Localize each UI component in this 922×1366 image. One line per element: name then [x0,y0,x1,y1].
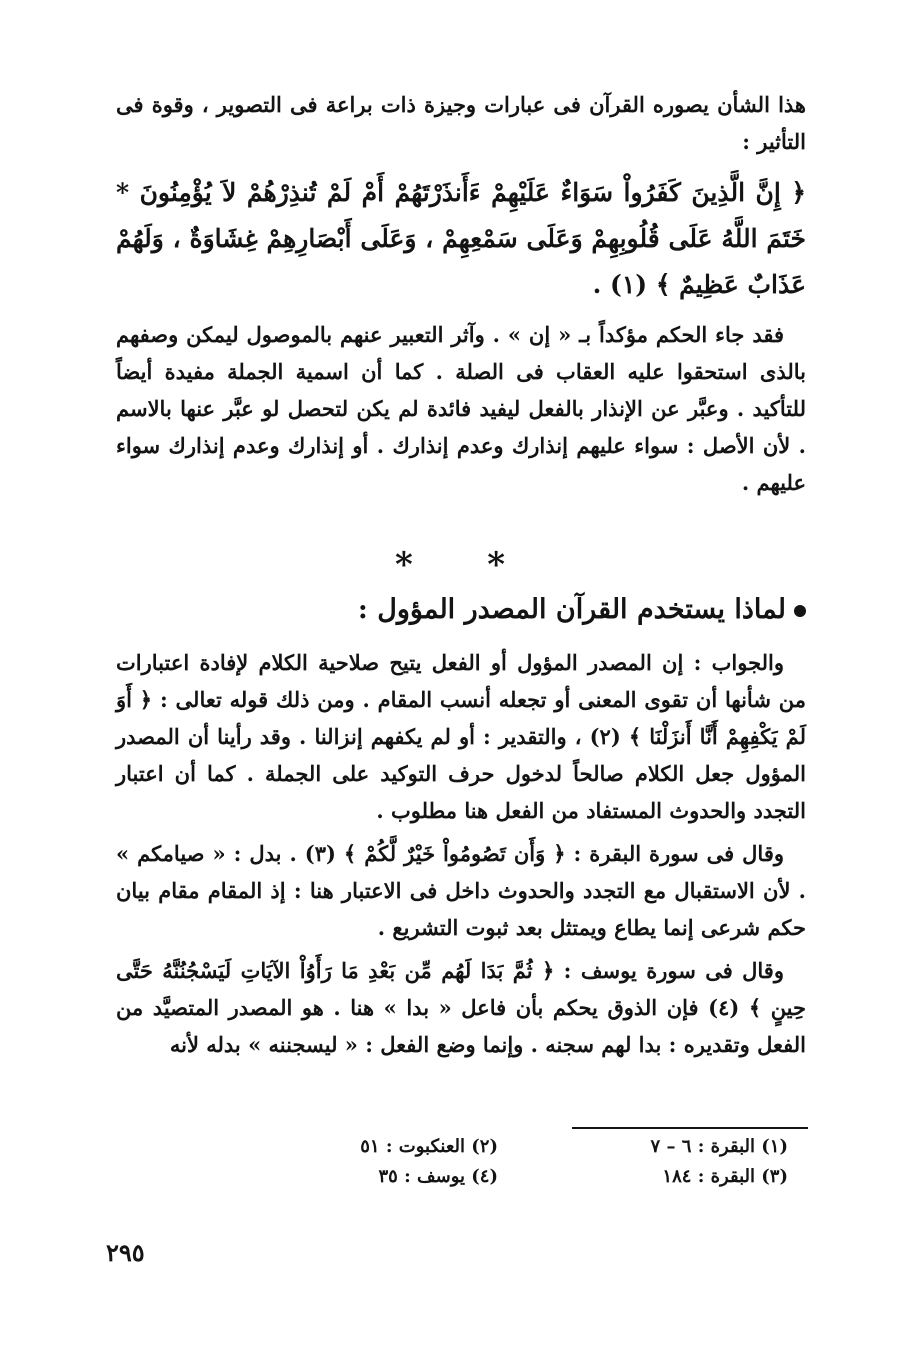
asterisk-icon: * [395,545,413,585]
baqarah-example-paragraph: وقال فى سورة البقرة : ﴿ وَأَن تَصُومُواْ خَيْرٌ لَّكُمْ ﴾ (٣) . بدل : « صيامكم » . لأن الاستقبال مع التجدد والحدوث داخل فى الاعتبار هنا : إذ المقام مقام بيان حكم شرعى إنما يطاع ويمتثل بعد ثبوت التشريع . [116,841,806,940]
section-heading-text: لماذا يستخدم القرآن المصدر المؤول : [357,594,786,625]
section-heading [358,590,806,630]
quran-verse-baqarah-6-7: ﴿ إِنَّ الَّذِينَ كَفَرُواْ سَوَاءٌ عَلَيْهِمْ ءَأَنذَرْتَهُمْ أَمْ لَمْ تُنذِرْهُمْ لاَ يُؤْمِنُونَ * خَتَمَ اللَّهُ عَلَى قُلُوبِهِمْ وَعَلَى سَمْعِهِمْ ، وَعَلَى أَبْصَارِهِمْ غِشَاوَةٌ ، وَلَهُمْ عَذَابٌ عَظِيمٌ ﴾ (١) . [116,178,806,299]
footnote-1: (١) البقرة : ٦ – ٧ [650,1136,788,1157]
footnote-3: (٣) البقرة : ١٨٤ [662,1166,788,1187]
bottom-text-block [116,644,806,1063]
footnote-divider [572,1127,808,1129]
footnote-2: (٢) العنكبوت : ٥١ [360,1136,498,1157]
bullet-icon [794,605,806,617]
footnote-4: (٤) يوسف : ٣٥ [378,1166,498,1187]
yusuf-example-paragraph: وقال فى سورة يوسف : ﴿ ثُمَّ بَدَا لَهُم مِّن بَعْدِ مَا رَأَوُاْ الآيَاتِ لَيَسْجُنُنَّهُ حَتَّى حِينٍ ﴾ (٤) فإن الذوق يحكم بأن فاعل « بدا » هنا . هو المصدر المتصيَّد من الفعل وتقديره : بدا لهم سجنه . وإنما وضع الفعل : « ليسجننه » بدله لأنه [116,958,807,1057]
intro-paragraph: هذا الشأن يصوره القرآن فى عبارات وجيزة ذات براعة فى التصوير ، وقوة فى التأثير : [116,92,806,154]
top-text-block [116,86,806,501]
commentary-paragraph: فقد جاء الحكم مؤكداً بـ « إن » . وآثر التعبير عنهم بالموصول ليمكن وصفهم بالذى استحقوا عليه العقاب فى الصلة . كما أن اسمية الجملة مفيدة أيضاً للتأكيد . وعبَّر عن الإنذار بالفعل ليفيد فائدة لم يكن لتحصل لو عبَّر عنها بالاسم . لأن الأصل : سواء عليهم إنذارك وعدم إنذارك . أو إنذارك وعدم إنذارك سواء عليهم . [116,322,806,495]
section-separator [395,545,505,585]
answer-paragraph: والجواب : إن المصدر المؤول أو الفعل يتيح صلاحية الكلام لإفادة اعتبارات من شأنها أن تقوى المعنى أو تجعله أنسب المقام . ومن ذلك قوله تعالى : ﴿ أَوَ لَمْ يَكْفِهِمْ أَنَّا أَنزَلْنَا ﴾ (٢) ، والتقدير : أو لم يكفهم إنزالنا . وقد رأينا أن المصدر المؤول جعل الكلام صالحاً لدخول حرف التوكيد على الجملة . كما أن اعتبار التجدد والحدوث المستفاد من الفعل هنا مطلوب . [116,650,806,823]
page-number: ٢٩٥ [106,1238,145,1267]
asterisk-icon: * [487,545,505,585]
footnotes [228,1133,788,1191]
